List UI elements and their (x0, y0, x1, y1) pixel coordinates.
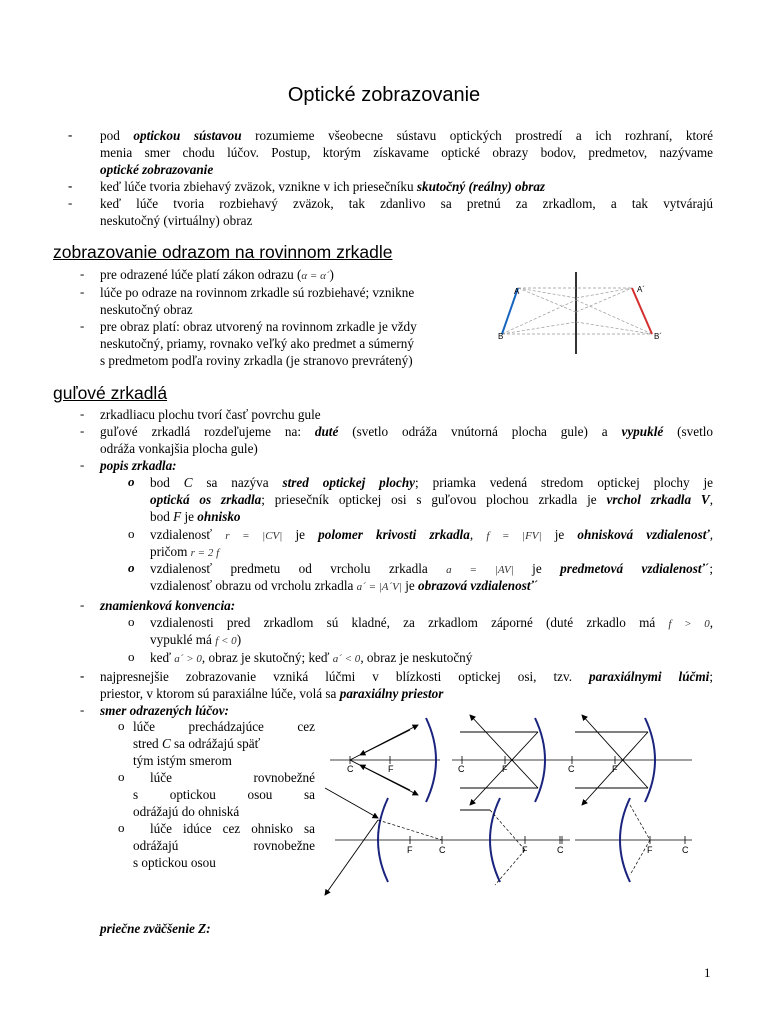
sub-bullet-marker: o (128, 526, 135, 541)
label-c: C (458, 764, 465, 774)
bullet-marker: - (80, 266, 85, 281)
label-f: F (612, 764, 618, 774)
sub-bullet-marker: o (128, 560, 135, 575)
label-b: B (498, 332, 504, 341)
ray-rule-1-line-1: lúče prechádzajúce cez (133, 719, 315, 734)
spherical-item-1: zrkadliacu plochu tvorí časť povrchu gule (100, 407, 321, 422)
ray-rule-2-line-3: odrážajú do ohniská (133, 804, 240, 819)
sign-1-line-2: vypuklé má f < 0) (150, 632, 242, 647)
label-f: F (502, 764, 508, 774)
sub-bullet-marker: o (128, 649, 135, 664)
diagram-rays-through-center (330, 718, 440, 802)
label-c: C (439, 845, 446, 855)
bullet-marker: - (68, 127, 73, 142)
popis-3-line-2: vzdialenosť obrazu od vrcholu zrkadla a´ = |A´V| je obrazová vzdialenosť´ (150, 578, 539, 593)
intro-bullet-3-line-1: keď lúče tvoria rozbiehavý zväzok, tak zdanlivo sa pretnú za zrkadlom, a tak vytvárajú (100, 196, 713, 211)
ray-rule-3-line-1: lúče idúce cez ohnisko sa (150, 821, 315, 836)
bullet-marker: - (68, 195, 73, 210)
bullet-marker: - (80, 597, 85, 612)
sub-bullet-marker: o (128, 474, 135, 489)
spherical-item-2-line-1: guľové zrkadlá rozdeľujeme na: duté (svetlo odráža vnútorná plocha gule) a vypuklé (svetlo (100, 424, 713, 439)
intro-bullet-1-line-1: pod optickou sústavou rozumieme všeobecne sústavu optických prostredí a ich rozhraní, ktoré (100, 128, 713, 143)
ray-rule-2-line-1: lúče rovnobežné (150, 770, 315, 785)
label-f: F (407, 845, 413, 855)
image-arrow (632, 288, 652, 334)
plane-item-2-line-1: lúče po odraze na rovinnom zrkadle sú rozbiehavé; vznikne (100, 285, 415, 300)
label-b-prime: B´ (654, 332, 662, 341)
sub-bullet-marker: o (118, 718, 125, 733)
sub-bullet-marker: o (118, 769, 125, 784)
label-c: C (557, 845, 564, 855)
intro-bullet-1-line-3: optické zobrazovanie (100, 162, 214, 177)
plane-item-1: pre odrazené lúče platí zákon odrazu (α = α´) (100, 267, 334, 282)
label-f: F (647, 845, 653, 855)
bullet-marker: - (80, 406, 85, 421)
popis-1-line-1: bod C sa nazýva stred optickej plochy; priamka vedená stredom optickej plochy je (150, 475, 714, 490)
ray-rule-1-line-2: stred C sa odrážajú späť (133, 736, 261, 751)
label-c: C (682, 845, 689, 855)
ray-rule-1-line-3: tým istým smerom (133, 753, 232, 768)
heading-mirror-description: popis zrkadla: (100, 458, 177, 473)
sub-bullet-marker: o (118, 820, 125, 835)
page-number: 1 (704, 965, 711, 980)
label-f: F (522, 845, 528, 855)
bullet-marker: - (68, 178, 73, 193)
label-f: F (388, 764, 394, 774)
ray-rule-3-line-3: s optickou osou (133, 855, 216, 870)
diagram-convex-mirror (325, 788, 455, 895)
page-title: Optické zobrazovanie (287, 84, 481, 106)
heading-transverse-magnification: priečne zväčšenie Z: (100, 921, 211, 936)
intro-bullet-3-line-2: neskutočný (virtuálny) obraz (100, 213, 253, 228)
paraxial-line-1: najpresnejšie zobrazovanie vzniká lúčmi v blízkosti optickej osi, tzv. paraxiálnymi lúčmi; (100, 669, 713, 684)
section-heading-plane-mirror: zobrazovanie odrazom na rovinnom zrkadle (53, 242, 393, 262)
popis-1-line-2: optická os zrkadla; priesečník optickej osi s guľovou plochou zrkadla je vrchol zrkadla V, (150, 492, 714, 507)
bullet-marker: - (80, 423, 85, 438)
plane-item-3-line-3: s predmetom podľa roviny zrkadla (je stranovo prevrátený) (100, 353, 413, 368)
bullet-marker: - (80, 668, 85, 683)
spherical-item-2-line-2: odráža vonkajšia plocha gule) (100, 441, 258, 456)
diagram-rays-through-focus-variant (562, 798, 692, 882)
diagram-parallel-rays-variant (568, 715, 692, 805)
diagram-parallel-rays-to-focus (452, 715, 568, 805)
label-a: A (514, 287, 520, 296)
diagram-rays-through-focus (455, 798, 570, 885)
popis-3-line-1: vzdialenosť predmetu od vrcholu zrkadla a = |AV| je predmetová vzdialenosť´; (150, 561, 713, 576)
spherical-mirror-ray-diagrams (320, 710, 700, 900)
sub-bullet-marker: o (128, 614, 135, 629)
bullet-marker: - (80, 284, 85, 299)
label-c: C (347, 764, 354, 774)
plane-item-3-line-2: neskutočný, priamy, rovnako veľký ako predmet a súmerný (100, 336, 414, 351)
plane-item-2-line-2: neskutočný obraz (100, 302, 193, 317)
intro-bullet-2: keď lúče tvoria zbiehavý zväzok, vznikne v ich priesečníku skutočný (reálny) obraz (100, 179, 546, 194)
ray-rule-3-line-2: odrážajú rovnobežne (133, 838, 315, 853)
heading-reflected-rays: smer odrazených lúčov: (100, 703, 229, 718)
plane-item-3-line-1: pre obraz platí: obraz utvorený na rovinnom zrkadle je vždy (100, 319, 417, 334)
section-heading-spherical-mirrors: guľové zrkadlá (53, 383, 168, 403)
popis-2-line-1: vzdialenosť r = |CV| je polomer krivosti zrkadla, f = |FV| je ohnisková vzdialenosť, (150, 527, 714, 542)
bullet-marker: - (80, 457, 85, 472)
construction-rays (502, 288, 652, 334)
intro-bullet-1-line-2: menia smer chodu lúčov. Postup, ktorým získavame optické obrazy bodov, predmetov, nazývame (100, 145, 713, 160)
ray-rule-2-line-2: s optickou osou sa (133, 787, 315, 802)
label-a-prime: A´ (637, 285, 645, 294)
heading-sign-convention: znamienková konvencia: (100, 598, 236, 613)
bullet-marker: - (80, 702, 85, 717)
popis-2-line-2: pričom r = 2 f (150, 544, 220, 559)
sign-2: keď a´ > 0, obraz je skutočný; keď a´ < 0, obraz je neskutočný (150, 650, 473, 665)
paraxial-line-2: priestor, v ktorom sú paraxiálne lúče, volá sa paraxiálny priestor (100, 686, 444, 701)
label-c: C (568, 764, 575, 774)
sign-1-line-1: vzdialenosti pred zrkadlom sú kladné, za zrkadlom záporné (duté zrkadlo má f > 0, (150, 615, 714, 630)
bullet-marker: - (80, 318, 85, 333)
popis-1-line-3: bod F je ohnisko (150, 509, 241, 524)
plane-mirror-figure (498, 270, 678, 360)
